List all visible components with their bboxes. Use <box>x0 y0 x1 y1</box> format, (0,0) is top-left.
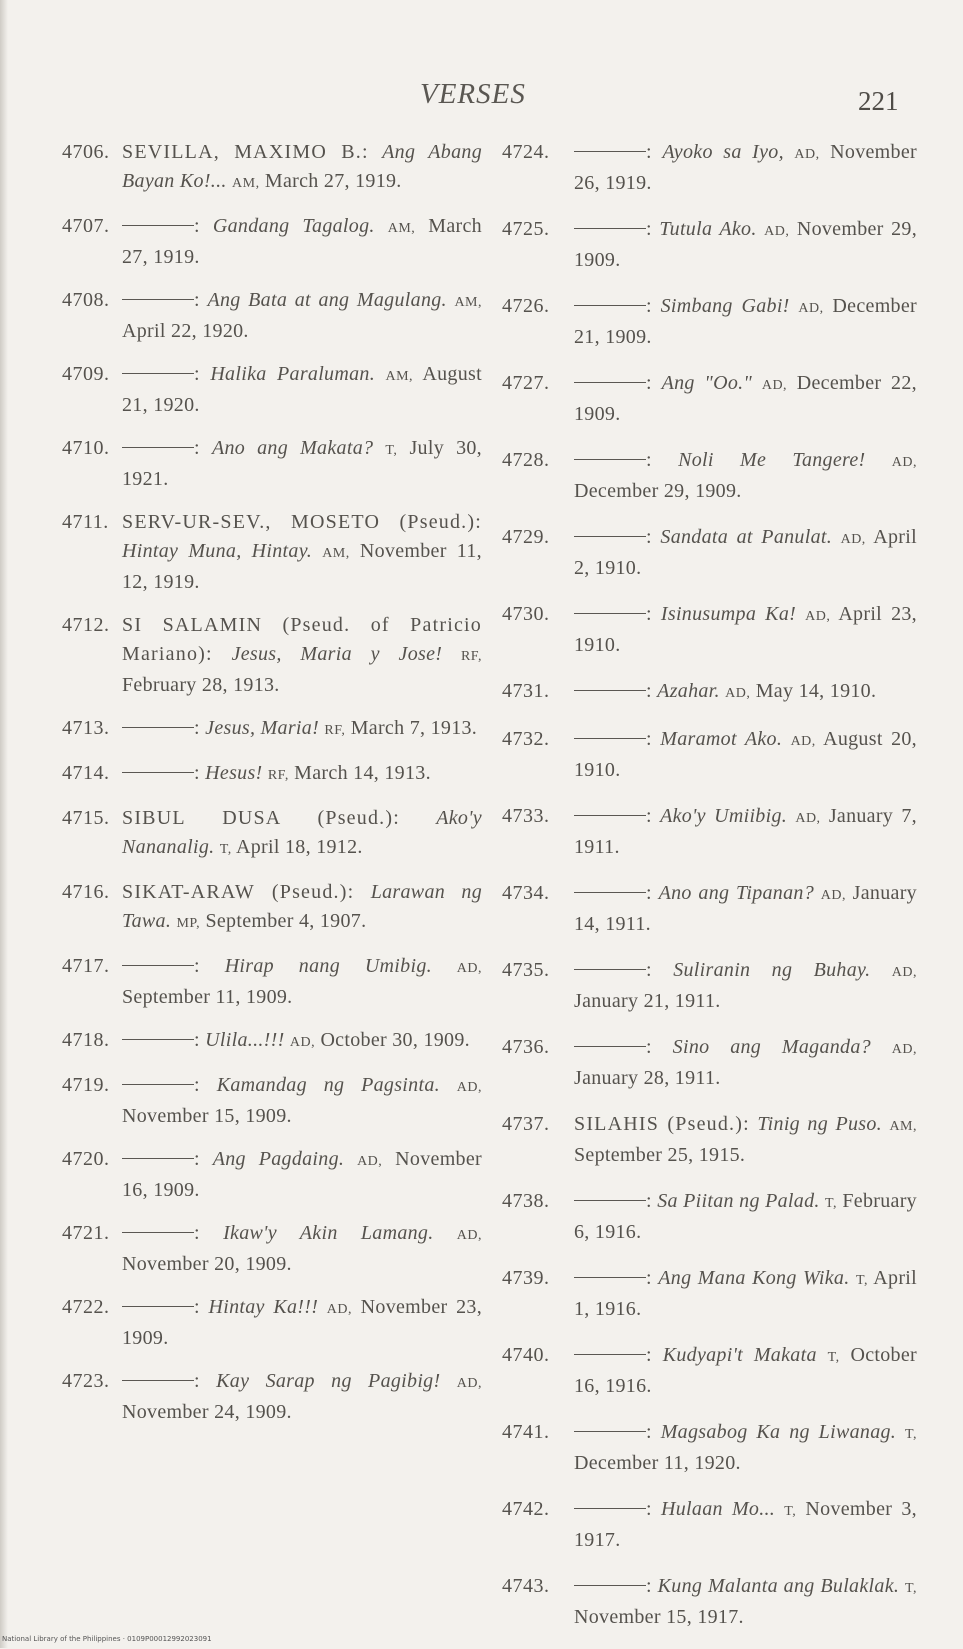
bibliography-entry <box>62 508 482 597</box>
entry-title: Hesus! <box>205 762 263 784</box>
ditto-dash <box>122 1039 194 1040</box>
entry-publication: AD, <box>761 378 788 393</box>
entry-title: Simbang Gabi! <box>660 295 790 317</box>
entry-publication: AD, <box>289 1035 316 1050</box>
ditto-dash <box>122 447 194 448</box>
ditto-dash <box>122 1380 194 1381</box>
entry-date: January 14, 1911. <box>574 882 917 935</box>
ditto-dash <box>574 228 646 229</box>
entry-number: 4717. <box>62 955 110 977</box>
entry-date: November 26, 1919. <box>574 141 917 194</box>
entry-title: Ako'y Nananalig. <box>122 807 482 858</box>
entry-author: SERV-UR-SEV., MOSETO (Pseud.): <box>122 511 482 533</box>
entry-title: Sa Piitan ng Palad. <box>657 1190 820 1212</box>
bibliography-entry: 4729. : Sandata at Panulat. AD, April 2, 1910. <box>502 523 917 583</box>
ditto-dash <box>574 1431 646 1432</box>
entry-title: Larawan ng Tawa. <box>122 881 482 932</box>
entry-number: 4733. <box>502 805 550 827</box>
bibliography-entry: 4738. : Sa Piitan ng Palad. T, February 6, 1916. <box>502 1187 917 1247</box>
entry-title: Kung Malanta ang Bulaklak. <box>657 1575 900 1597</box>
entry-number: 4710. <box>62 437 110 459</box>
entry-number: 4724. <box>502 141 550 163</box>
ditto-dash <box>574 1200 646 1201</box>
entry-publication: T, <box>904 1581 917 1596</box>
entry-number: 4735. <box>502 959 550 981</box>
entry-date: July 30, 1921. <box>122 437 482 490</box>
bibliography-entry: 4723. : Kay Sarap ng Pagibig! AD, November 24, 1909. <box>62 1367 482 1427</box>
entry-publication: AD, <box>725 686 751 701</box>
bibliography-entry: 4708. : Ang Bata at ang Magulang. AM, April 22, 1920. <box>62 286 482 346</box>
ditto-dash <box>574 1585 646 1586</box>
entry-title: Ano ang Makata? <box>211 437 374 459</box>
entry-date: April 1, 1916. <box>574 1267 917 1320</box>
bibliography-entry: 4727. : Ang "Oo." AD, December 22, 1909. <box>502 369 917 429</box>
entry-number: 4725. <box>502 218 550 240</box>
entry-title: Isinusumpa Ka! <box>660 603 797 625</box>
entry-publication: T, <box>827 1350 840 1365</box>
entry-date: January 7, 1911. <box>574 805 917 858</box>
entry-publication: AD, <box>790 734 816 749</box>
entry-title: Tinig ng Puso. <box>757 1113 882 1135</box>
entry-publication: AM, <box>232 176 260 191</box>
entry-date: April 18, 1912. <box>235 836 363 858</box>
entry-date: April 2, 1910. <box>574 526 917 579</box>
bibliography-entry: 4719. : Kamandag ng Pagsinta. AD, November 15, 1909. <box>62 1071 482 1131</box>
entry-date: November 15, 1917. <box>574 1606 744 1628</box>
entry-number: 4730. <box>502 603 550 625</box>
page-number: 221 <box>858 86 899 116</box>
running-head: VERSES <box>420 78 526 110</box>
entry-publication: AM, <box>889 1119 917 1134</box>
entry-number: 4731. <box>502 680 550 702</box>
entry-number: 4709. <box>62 363 110 385</box>
bibliography-entry: 4713. : Jesus, Maria! RF, March 7, 1913. <box>62 714 482 745</box>
entry-title: Ang Mana Kong Wika. <box>658 1267 850 1289</box>
entry-number: 4722. <box>62 1296 110 1318</box>
entry-publication: AD, <box>357 1154 383 1169</box>
entry-number: 4721. <box>62 1222 110 1244</box>
entry-date: November 20, 1909. <box>122 1253 292 1275</box>
ditto-dash <box>574 459 646 460</box>
bibliography-entry <box>62 138 482 198</box>
entry-date: November 3, 1917. <box>574 1498 917 1551</box>
bibliography-entry: 4722. : Hintay Ka!!! AD, November 23, 1909. <box>62 1293 482 1353</box>
scan-footer: National Library of the Philippines · 0109P00012992023091 <box>2 1635 212 1643</box>
bibliography-entry <box>502 1110 917 1170</box>
entry-date: October 30, 1909. <box>320 1029 470 1051</box>
entry-date: January 21, 1911. <box>574 990 721 1012</box>
entry-title: Halika Paraluman. <box>210 363 375 385</box>
ditto-dash <box>122 772 194 773</box>
ditto-dash <box>122 965 194 966</box>
entry-number: 4736. <box>502 1036 550 1058</box>
entry-number: 4732. <box>502 728 550 750</box>
entry-number: 4734. <box>502 882 550 904</box>
bibliography-entry: 4730. : Isinusumpa Ka! AD, April 23, 1910. <box>502 600 917 660</box>
entry-title: Ikaw'y Akin Lamang. <box>223 1222 434 1244</box>
page-edge-shadow <box>0 0 8 1648</box>
entry-number: 4720. <box>62 1148 110 1170</box>
bibliography-entry: 4741. : Magsabog Ka ng Liwanag. T, December 11, 1920. <box>502 1418 917 1478</box>
entry-date: March 7, 1913. <box>350 717 478 739</box>
entry-publication: RF, <box>324 723 346 738</box>
bibliography-entry: 4739. : Ang Mana Kong Wika. T, April 1, 1916. <box>502 1264 917 1324</box>
entry-date: November 23, 1909. <box>122 1296 482 1349</box>
entry-title: Hulaan Mo... <box>661 1498 776 1520</box>
entry-number: 4742. <box>502 1498 550 1520</box>
entry-number: 4739. <box>502 1267 550 1289</box>
ditto-dash <box>122 373 194 374</box>
ditto-dash <box>574 738 646 739</box>
entry-title: Noli Me Tangere! <box>678 449 866 471</box>
entry-date: September 4, 1907. <box>205 910 367 932</box>
entry-number: 4719. <box>62 1074 110 1096</box>
entry-publication: MP, <box>176 916 201 931</box>
entry-publication: AD, <box>794 147 820 162</box>
entry-title: Jesus, Maria y Jose! <box>231 643 443 665</box>
ditto-dash <box>122 1084 194 1085</box>
entry-date: April 23, 1910. <box>574 603 917 656</box>
entry-number: 4707. <box>62 215 110 237</box>
ditto-dash <box>122 299 194 300</box>
bibliography-entry: 4720. : Ang Pagdaing. AD, November 16, 1909. <box>62 1145 482 1205</box>
entry-date: November 24, 1909. <box>122 1401 292 1423</box>
bibliography-entry: 4714. : Hesus! RF, March 14, 1913. <box>62 759 482 790</box>
ditto-dash <box>574 1354 646 1355</box>
entry-date: November 11, 12, 1919. <box>122 540 482 593</box>
entry-number: 4718. <box>62 1029 110 1051</box>
entry-title: Sandata at Panulat. <box>660 526 833 548</box>
ditto-dash <box>574 1508 646 1509</box>
ditto-dash <box>574 613 646 614</box>
ditto-dash <box>574 1046 646 1047</box>
bibliography-entry: 4707. : Gandang Tagalog. AM, March 27, 1919. <box>62 212 482 272</box>
entry-title: Ano ang Tipanan? <box>658 882 814 904</box>
entry-publication: AM, <box>385 369 414 384</box>
entry-title: Gandang Tagalog. <box>212 215 375 237</box>
entry-date: February 6, 1916. <box>574 1190 917 1243</box>
entry-publication: T, <box>855 1273 868 1288</box>
entry-date: January 28, 1911. <box>574 1067 721 1089</box>
ditto-dash <box>122 1306 194 1307</box>
bibliography-entry: 4718. : Ulila...!!! AD, October 30, 1909. <box>62 1026 482 1057</box>
entry-title: Jesus, Maria! <box>205 717 320 739</box>
entry-author: SEVILLA, MAXIMO B.: <box>122 141 369 163</box>
entry-number: 4715. <box>62 807 110 829</box>
entry-title: Kamandag ng Pagsinta. <box>216 1074 440 1096</box>
entry-date: December 29, 1909. <box>574 480 742 502</box>
entry-date: April 22, 1920. <box>122 320 249 342</box>
entry-title: Hintay Muna, Hintay. <box>122 540 313 562</box>
entry-publication: T, <box>825 1196 838 1211</box>
entry-publication: AD, <box>891 965 917 980</box>
entry-title: Tutula Ako. <box>659 218 757 240</box>
ditto-dash <box>574 536 646 537</box>
entry-number: 4738. <box>502 1190 550 1212</box>
entry-date: August 21, 1920. <box>122 363 482 416</box>
entry-title: Azahar. <box>657 680 720 702</box>
entry-date: November 16, 1909. <box>122 1148 482 1201</box>
entry-title: Ulila...!!! <box>205 1029 285 1051</box>
right-column <box>502 138 917 1649</box>
ditto-dash <box>122 1158 194 1159</box>
bibliography-entry: 4726. : Simbang Gabi! AD, December 21, 1909. <box>502 292 917 352</box>
entry-number: 4743. <box>502 1575 550 1597</box>
bibliography-entry: 4728. : Noli Me Tangere! AD, December 29, 1909. <box>502 446 917 506</box>
bibliography-entry: 4734. : Ano ang Tipanan? AD, January 14, 1911. <box>502 879 917 939</box>
ditto-dash <box>122 727 194 728</box>
entry-author: SIBUL DUSA (Pseud.): <box>122 807 400 829</box>
entry-title: Magsabog Ka ng Liwanag. <box>660 1421 897 1443</box>
entry-number: 4740. <box>502 1344 550 1366</box>
entry-number: 4729. <box>502 526 550 548</box>
entry-publication: RF, <box>267 768 289 783</box>
entry-title: Maramot Ako. <box>660 728 783 750</box>
entry-number: 4728. <box>502 449 550 471</box>
bibliography-entry: 4736. : Sino ang Maganda? AD, January 28, 1911. <box>502 1033 917 1093</box>
bibliography-entry: 4733. : Ako'y Umiibig. AD, January 7, 1911. <box>502 802 917 862</box>
entry-publication: RF, <box>460 649 482 664</box>
entry-date: February 28, 1913. <box>122 674 280 696</box>
ditto-dash <box>122 225 194 226</box>
entry-author: SIKAT-ARAW (Pseud.): <box>122 881 355 903</box>
bibliography-entry: 4742. : Hulaan Mo... T, November 3, 1917. <box>502 1495 917 1555</box>
ditto-dash <box>574 1277 646 1278</box>
bibliography-entry <box>62 878 482 938</box>
entry-publication: AD, <box>891 1042 917 1057</box>
entry-publication: AD, <box>456 1080 482 1095</box>
bibliography-entry: 4732. : Maramot Ako. AD, August 20, 1910. <box>502 725 917 785</box>
entry-publication: AD, <box>326 1302 353 1317</box>
entry-title: Kay Sarap ng Pagibig! <box>216 1370 441 1392</box>
entry-title: Ako'y Umiibig. <box>660 805 788 827</box>
left-column <box>62 138 482 1441</box>
ditto-dash <box>574 151 646 152</box>
entry-number: 4716. <box>62 881 110 903</box>
ditto-dash <box>574 815 646 816</box>
entry-publication: AD, <box>795 811 821 826</box>
entry-date: March 27, 1919. <box>264 170 402 192</box>
bibliography-entry: 4740. : Kudyapi't Makata T, October 16, 1916. <box>502 1341 917 1401</box>
entry-title: Hirap nang Umibig. <box>224 955 432 977</box>
entry-date: December 22, 1909. <box>574 372 917 425</box>
entry-date: August 20, 1910. <box>574 728 917 781</box>
entry-number: 4713. <box>62 717 110 739</box>
entry-publication: AD, <box>891 455 917 470</box>
entry-date: May 14, 1910. <box>755 680 877 702</box>
entry-number: 4723. <box>62 1370 110 1392</box>
bibliography-entry: 4731. : Azahar. AD, May 14, 1910. <box>502 677 917 708</box>
bibliography-entry: 4743. : Kung Malanta ang Bulaklak. T, November 15, 1917. <box>502 1572 917 1632</box>
bibliography-entry: 4717. : Hirap nang Umibig. AD, September 11, 1909. <box>62 952 482 1012</box>
entry-number: 4711. <box>62 511 109 533</box>
entry-publication: AD, <box>805 609 831 624</box>
entry-publication: AD, <box>764 224 790 239</box>
entry-publication: T, <box>904 1427 917 1442</box>
entry-title: Suliranin ng Buhay. <box>673 959 871 981</box>
entry-number: 4727. <box>502 372 550 394</box>
entry-title: Ang Abang Bayan Ko!... <box>122 141 482 192</box>
bibliography-entry: 4735. : Suliranin ng Buhay. AD, January 21, 1911. <box>502 956 917 1016</box>
entry-publication: AD, <box>840 532 866 547</box>
entry-publication: AD, <box>456 1228 482 1243</box>
ditto-dash <box>574 305 646 306</box>
entry-publication: AM, <box>387 221 416 236</box>
ditto-dash <box>574 969 646 970</box>
entry-number: 4708. <box>62 289 110 311</box>
entry-date: November 15, 1909. <box>122 1105 292 1127</box>
entry-publication: AD, <box>798 301 824 316</box>
entry-title: Ayoko sa Iyo, <box>662 141 784 163</box>
entry-date: December 21, 1909. <box>574 295 917 348</box>
entry-publication: AD, <box>456 961 482 976</box>
entry-publication: T, <box>385 443 398 458</box>
bibliography-entry <box>62 611 482 700</box>
entry-publication: AD, <box>456 1376 482 1391</box>
entry-publication: AM, <box>322 546 350 561</box>
entry-number: 4712. <box>62 614 110 636</box>
entry-title: Sino ang Maganda? <box>672 1036 871 1058</box>
entry-author: SILAHIS (Pseud.): <box>574 1113 750 1135</box>
entry-title: Hintay Ka!!! <box>208 1296 319 1318</box>
entry-title: Ang "Oo." <box>661 372 753 394</box>
entry-publication: AD, <box>820 888 846 903</box>
entry-author: SI SALAMIN (Pseud. of Patricio Mariano): <box>122 614 482 665</box>
entry-publication: T, <box>784 1504 797 1519</box>
entry-date: September 25, 1915. <box>574 1144 746 1166</box>
entry-date: September 11, 1909. <box>122 986 293 1008</box>
entry-date: November 29, 1909. <box>574 218 917 271</box>
entry-publication: T, <box>219 842 232 857</box>
bibliography-entry: 4710. : Ano ang Makata? T, July 30, 1921. <box>62 434 482 494</box>
entry-number: 4741. <box>502 1421 550 1443</box>
ditto-dash <box>574 892 646 893</box>
entry-number: 4726. <box>502 295 550 317</box>
bibliography-entry <box>62 804 482 864</box>
bibliography-entry: 4724. : Ayoko sa Iyo, AD, November 26, 1919. <box>502 138 917 198</box>
bibliography-entry: 4721. : Ikaw'y Akin Lamang. AD, November 20, 1909. <box>62 1219 482 1279</box>
ditto-dash <box>574 382 646 383</box>
entry-date: December 11, 1920. <box>574 1452 741 1474</box>
entry-title: Ang Pagdaing. <box>212 1148 345 1170</box>
bibliography-entry: 4725. : Tutula Ako. AD, November 29, 1909. <box>502 215 917 275</box>
bibliography-entry: 4709. : Halika Paraluman. AM, August 21, 1920. <box>62 360 482 420</box>
entry-number: 4706. <box>62 141 110 163</box>
entry-publication: AM, <box>454 295 482 310</box>
ditto-dash <box>122 1232 194 1233</box>
entry-date: October 16, 1916. <box>574 1344 917 1397</box>
entry-title: Ang Bata at ang Magulang. <box>207 289 447 311</box>
entry-date: March 14, 1913. <box>294 762 431 784</box>
entry-title: Kudyapi't Makata <box>662 1344 817 1366</box>
ditto-dash <box>574 690 646 691</box>
entry-date: March 27, 1919. <box>122 215 482 268</box>
entry-number: 4737. <box>502 1113 550 1135</box>
entry-number: 4714. <box>62 762 110 784</box>
